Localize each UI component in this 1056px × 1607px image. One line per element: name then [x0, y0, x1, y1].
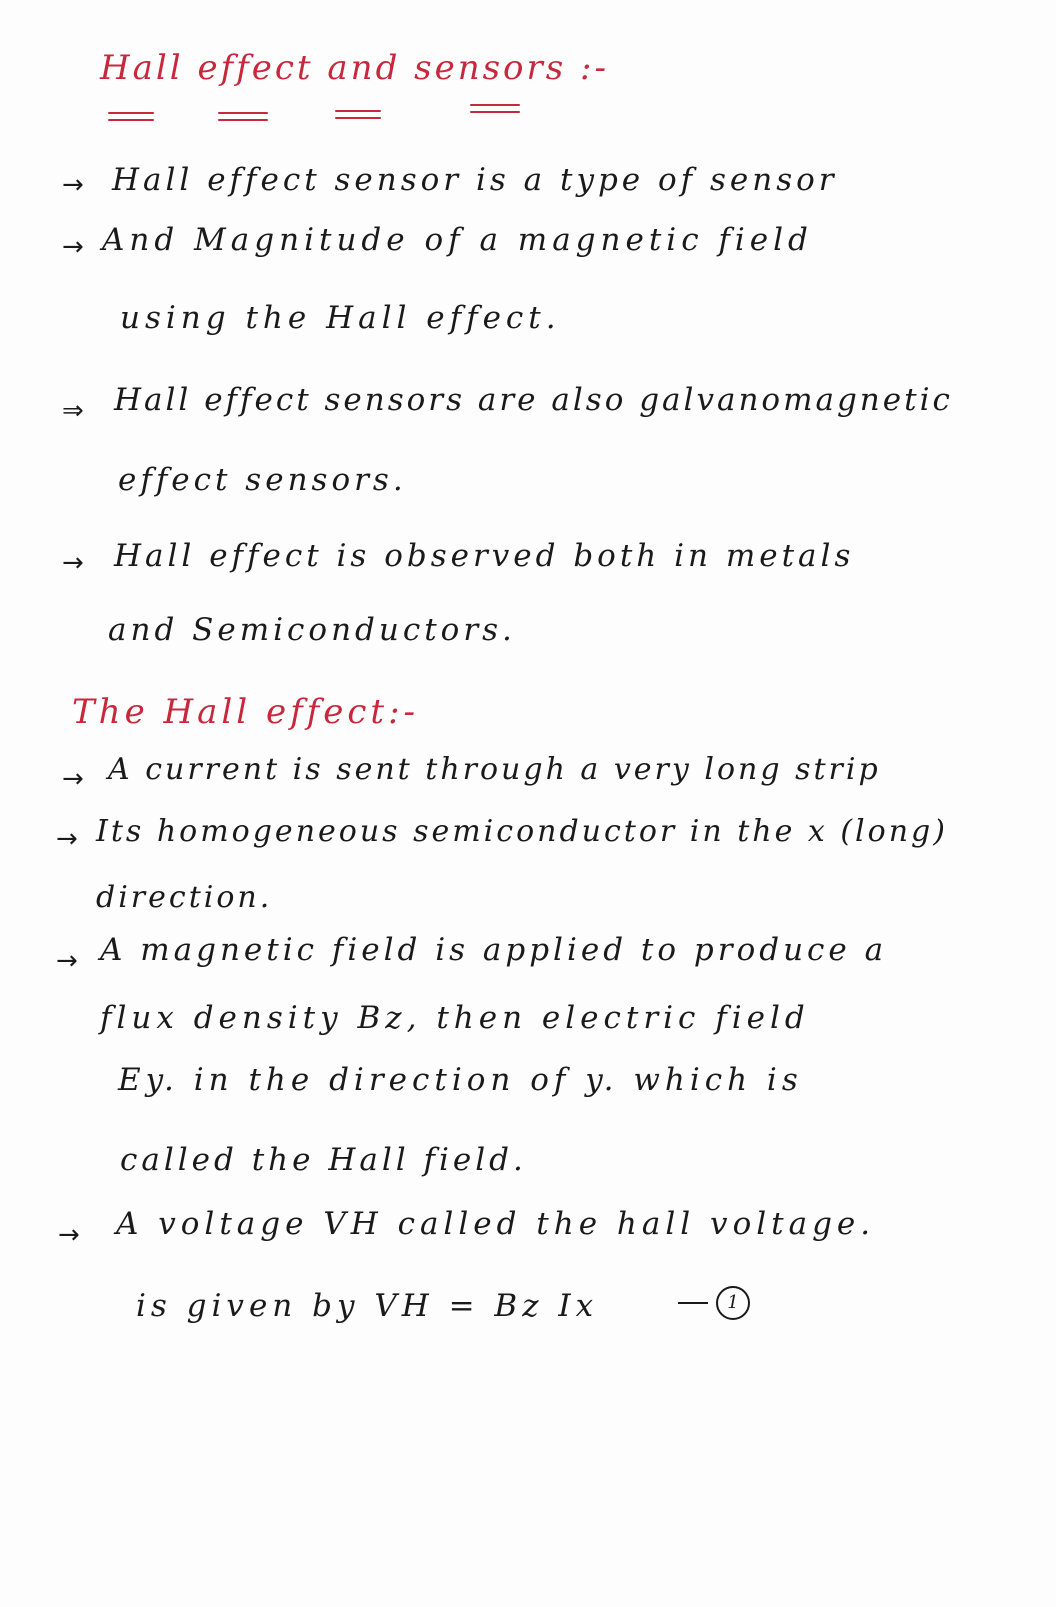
section-heading: The Hall effect:- [72, 692, 420, 732]
arrow-bullet-icon: → [56, 824, 78, 854]
note-line: A voltage VH called the hall voltage. [116, 1206, 876, 1242]
arrow-bullet-icon: → [62, 170, 84, 200]
note-line: called the Hall field. [120, 1142, 527, 1178]
note-line: direction. [96, 880, 273, 915]
note-line: Hall effect sensors are also galvanomagnetic [114, 382, 953, 418]
note-line: effect sensors. [118, 462, 407, 498]
arrow-bullet-icon: → [62, 232, 84, 262]
note-line: flux density Bz, then electric field [100, 1000, 810, 1036]
arrow-bullet-icon: → [56, 946, 78, 976]
arrow-bullet-icon: → [62, 764, 84, 794]
page-title: Hall effect and sensors :- [100, 48, 609, 88]
equation-dash [678, 1302, 708, 1304]
note-line: A current is sent through a very long strip [108, 752, 881, 787]
note-line: and Semiconductors. [108, 612, 516, 648]
equation-line: is given by VH = Bz Ix [136, 1288, 599, 1324]
note-line: Its homogeneous semiconductor in the x (long) [96, 814, 948, 849]
note-line: And Magnitude of a magnetic field [102, 222, 813, 258]
arrow-bullet-icon: ⇒ [62, 396, 84, 426]
equation-number-badge: 1 [716, 1286, 750, 1320]
note-line: Hall effect sensor is a type of sensor [112, 162, 838, 198]
arrow-bullet-icon: → [58, 1220, 80, 1250]
note-line: Hall effect is observed both in metals [114, 538, 855, 574]
arrow-bullet-icon: → [62, 548, 84, 578]
note-line: A magnetic field is applied to produce a [100, 932, 888, 968]
note-line: Ey. in the direction of y. which is [118, 1062, 803, 1098]
note-line: using the Hall effect. [120, 300, 561, 336]
